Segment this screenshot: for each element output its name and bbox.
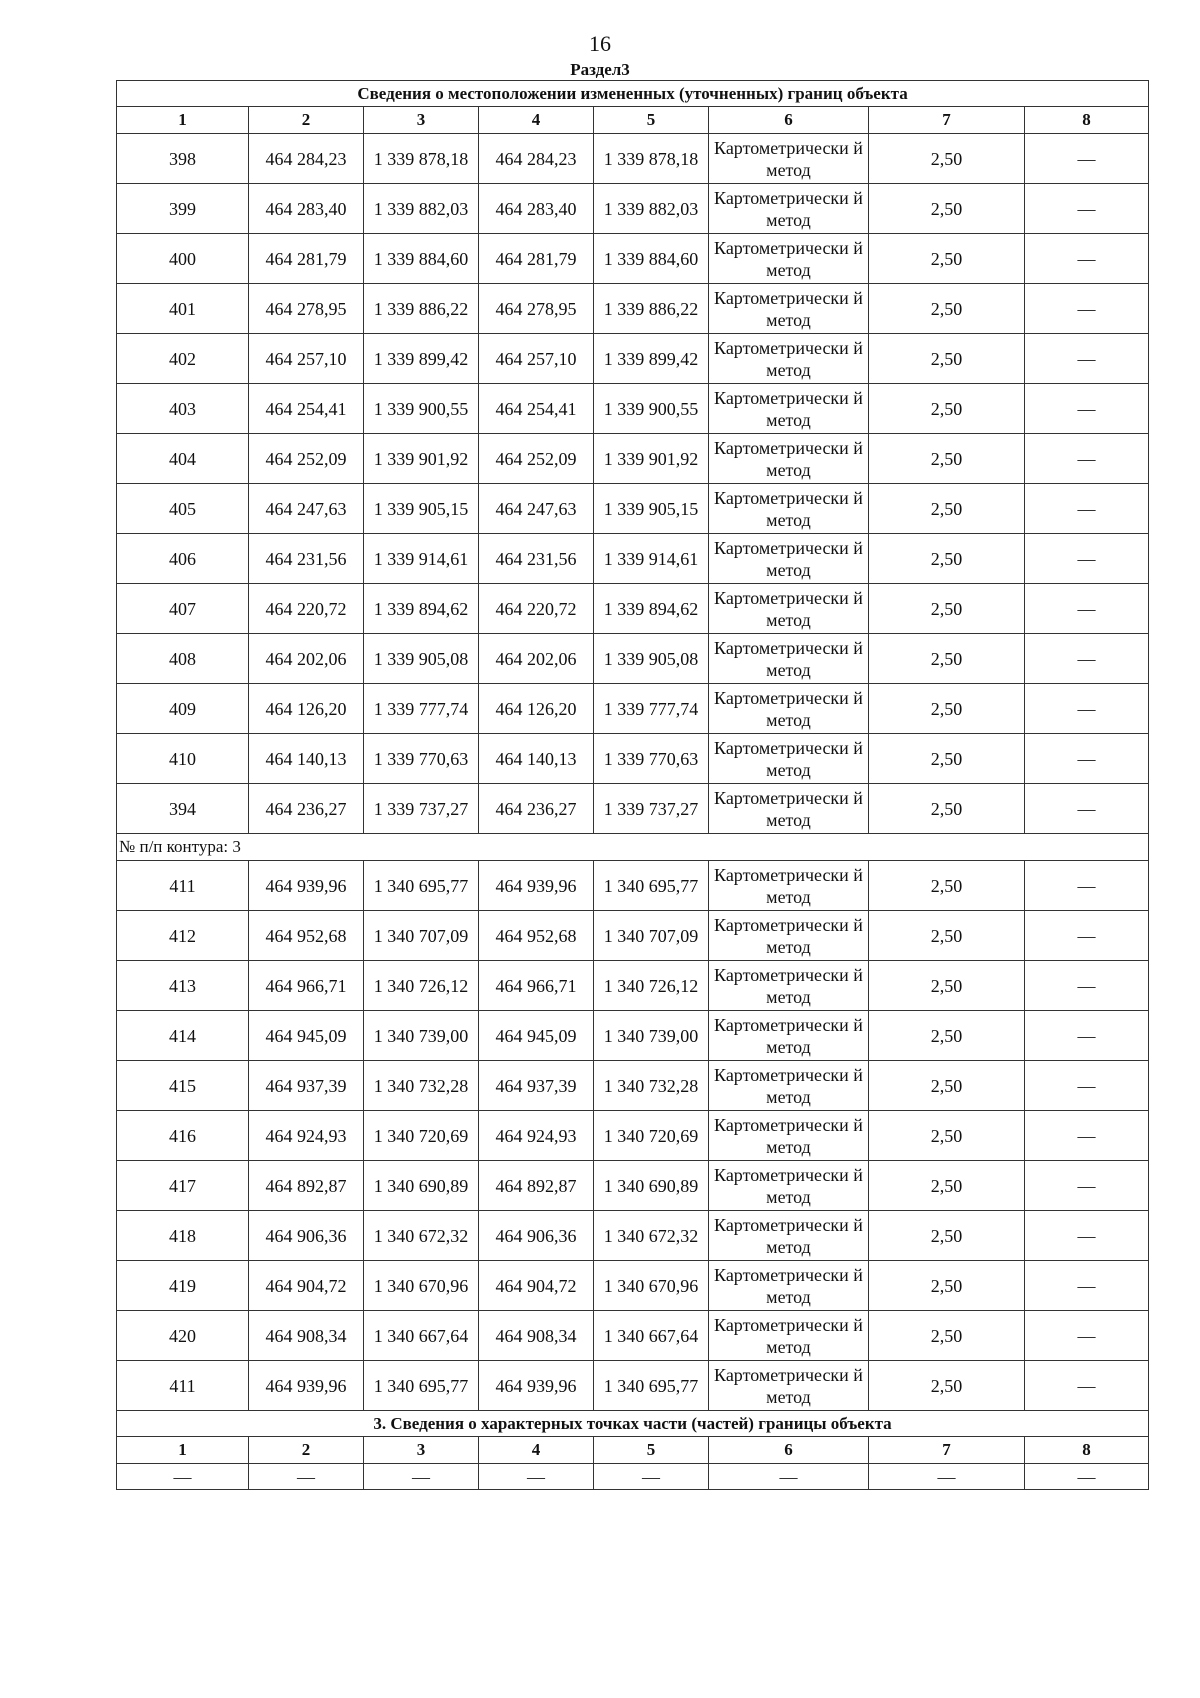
table-cell: 464 945,09: [479, 1011, 594, 1061]
column-header: 8: [1025, 107, 1149, 134]
table-cell: 1 340 720,69: [594, 1111, 709, 1161]
table-cell: Картометрически й метод: [709, 784, 869, 834]
table-cell: 1 340 670,96: [594, 1261, 709, 1311]
table-cell: 1 339 905,15: [594, 484, 709, 534]
table-row: [117, 334, 1149, 384]
column-header: 8: [1025, 1437, 1149, 1464]
column-header: 2: [249, 107, 364, 134]
table-cell: Картометрически й метод: [709, 1061, 869, 1111]
table-cell: 2,50: [869, 684, 1025, 734]
table-cell: 1 339 886,22: [364, 284, 479, 334]
table-cell: Картометрически й метод: [709, 334, 869, 384]
table-cell: 410: [117, 734, 249, 784]
column-header: 4: [479, 1437, 594, 1464]
table-cell: 414: [117, 1011, 249, 1061]
table-cell: 464 140,13: [249, 734, 364, 784]
table-cell: —: [249, 1464, 364, 1490]
table-cell: 464 231,56: [249, 534, 364, 584]
subsection-empty-row: [117, 1464, 1149, 1490]
table-cell: 1 339 894,62: [364, 584, 479, 634]
table-cell: 1 339 905,08: [594, 634, 709, 684]
table-cell: 2,50: [869, 484, 1025, 534]
table-cell: 464 939,96: [479, 1361, 594, 1411]
table-row: [117, 384, 1149, 434]
table-cell: 408: [117, 634, 249, 684]
table-cell: 405: [117, 484, 249, 534]
table-cell: 2,50: [869, 1161, 1025, 1211]
table-cell: 2,50: [869, 961, 1025, 1011]
table-caption: Сведения о местоположении измененных (уточненных) границ объекта: [117, 81, 1149, 107]
table-cell: Картометрически й метод: [709, 534, 869, 584]
table-cell: —: [1025, 1061, 1149, 1111]
table-cell: 464 247,63: [249, 484, 364, 534]
table-cell: 1 340 726,12: [364, 961, 479, 1011]
table-cell: 415: [117, 1061, 249, 1111]
table-cell: 1 339 878,18: [594, 134, 709, 184]
table-cell: Картометрически й метод: [709, 1211, 869, 1261]
table-row: [117, 1261, 1149, 1311]
table-cell: 1 340 707,09: [594, 911, 709, 961]
table-cell: 464 252,09: [479, 434, 594, 484]
table-cell: 464 945,09: [249, 1011, 364, 1061]
table-cell: 411: [117, 861, 249, 911]
table-cell: 464 278,95: [249, 284, 364, 334]
table-cell: —: [479, 1464, 594, 1490]
column-header: 3: [364, 107, 479, 134]
table-cell: —: [1025, 1211, 1149, 1261]
table-cell: 2,50: [869, 184, 1025, 234]
table-cell: —: [1025, 584, 1149, 634]
column-header: 1: [117, 107, 249, 134]
table-cell: 464 892,87: [479, 1161, 594, 1211]
table-cell: 1 339 737,27: [364, 784, 479, 834]
table-cell: Картометрически й метод: [709, 284, 869, 334]
table-cell: 1 339 901,92: [594, 434, 709, 484]
table-cell: 2,50: [869, 434, 1025, 484]
column-header: 1: [117, 1437, 249, 1464]
table-cell: 1 340 667,64: [364, 1311, 479, 1361]
table-cell: 1 339 914,61: [364, 534, 479, 584]
table-row: [117, 861, 1149, 911]
table-cell: 1 340 690,89: [594, 1161, 709, 1211]
table-cell: 1 339 770,63: [594, 734, 709, 784]
table-cell: 464 257,10: [479, 334, 594, 384]
table-cell: Картометрически й метод: [709, 911, 869, 961]
table-cell: 1 339 900,55: [594, 384, 709, 434]
table-cell: 1 340 732,28: [594, 1061, 709, 1111]
table-cell: —: [1025, 634, 1149, 684]
table-cell: Картометрически й метод: [709, 234, 869, 284]
table-cell: —: [1025, 134, 1149, 184]
table-cell: Картометрически й метод: [709, 1361, 869, 1411]
table-cell: 464 966,71: [479, 961, 594, 1011]
contour-label: № п/п контура: 3: [117, 834, 1149, 861]
table-cell: 404: [117, 434, 249, 484]
table-cell: 1 340 695,77: [594, 1361, 709, 1411]
table-cell: Картометрически й метод: [709, 1011, 869, 1061]
table-cell: 464 906,36: [249, 1211, 364, 1261]
table-cell: Картометрически й метод: [709, 1261, 869, 1311]
table-cell: —: [1025, 1311, 1149, 1361]
table-cell: 409: [117, 684, 249, 734]
table-cell: 1 339 884,60: [594, 234, 709, 284]
table-cell: 420: [117, 1311, 249, 1361]
table-cell: Картометрически й метод: [709, 1161, 869, 1211]
table-cell: 412: [117, 911, 249, 961]
table-cell: 1 339 886,22: [594, 284, 709, 334]
table-cell: 464 904,72: [249, 1261, 364, 1311]
table-cell: Картометрически й метод: [709, 584, 869, 634]
table-cell: 1 340 695,77: [364, 861, 479, 911]
column-header: 4: [479, 107, 594, 134]
table-cell: 1 339 899,42: [364, 334, 479, 384]
table-cell: —: [1025, 284, 1149, 334]
table-row: [117, 911, 1149, 961]
table-cell: 1 340 739,00: [594, 1011, 709, 1061]
table-cell: 464 140,13: [479, 734, 594, 784]
table-cell: 464 952,68: [249, 911, 364, 961]
table-cell: 1 339 878,18: [364, 134, 479, 184]
table-cell: 464 202,06: [479, 634, 594, 684]
table-cell: Картометрически й метод: [709, 634, 869, 684]
table-cell: 1 340 732,28: [364, 1061, 479, 1111]
table-cell: 464 937,39: [249, 1061, 364, 1111]
table-cell: 401: [117, 284, 249, 334]
table-cell: —: [1025, 1464, 1149, 1490]
table-cell: 464 126,20: [249, 684, 364, 734]
column-header: 2: [249, 1437, 364, 1464]
table-row: [117, 584, 1149, 634]
table-cell: —: [1025, 961, 1149, 1011]
table-cell: 2,50: [869, 384, 1025, 434]
subsection-caption: 3. Сведения о характерных точках части (частей) границы объекта: [117, 1411, 1149, 1437]
table-cell: 2,50: [869, 1211, 1025, 1261]
table-cell: Картометрически й метод: [709, 384, 869, 434]
table-cell: Картометрически й метод: [709, 684, 869, 734]
table-cell: —: [1025, 1361, 1149, 1411]
table-cell: 2,50: [869, 861, 1025, 911]
table-cell: 464 252,09: [249, 434, 364, 484]
table-cell: 464 966,71: [249, 961, 364, 1011]
table-cell: 1 340 739,00: [364, 1011, 479, 1061]
boundary-table: [116, 80, 1149, 1490]
table-row: [117, 234, 1149, 284]
table-cell: —: [364, 1464, 479, 1490]
table-cell: 1 340 720,69: [364, 1111, 479, 1161]
column-header: 6: [709, 107, 869, 134]
table-cell: 413: [117, 961, 249, 1011]
subsection-column-header-row: [117, 1437, 1149, 1464]
table-cell: 2,50: [869, 584, 1025, 634]
table-cell: 464 904,72: [479, 1261, 594, 1311]
table-row: [117, 1311, 1149, 1361]
table-cell: 2,50: [869, 1111, 1025, 1161]
table-cell: 1 339 905,08: [364, 634, 479, 684]
table-cell: 1 339 777,74: [594, 684, 709, 734]
table-cell: —: [1025, 1111, 1149, 1161]
table-cell: 464 283,40: [249, 184, 364, 234]
column-header: 6: [709, 1437, 869, 1464]
table-cell: 416: [117, 1111, 249, 1161]
table-cell: 464 254,41: [479, 384, 594, 434]
table-cell: Картометрически й метод: [709, 961, 869, 1011]
table-cell: —: [1025, 234, 1149, 284]
table-cell: Картометрически й метод: [709, 1111, 869, 1161]
table-cell: 464 254,41: [249, 384, 364, 434]
table-cell: —: [1025, 534, 1149, 584]
table-row: [117, 1061, 1149, 1111]
table-cell: 2,50: [869, 284, 1025, 334]
table-row: [117, 434, 1149, 484]
page-number: 16: [589, 31, 611, 56]
table-cell: 1 339 884,60: [364, 234, 479, 284]
table-cell: Картометрически й метод: [709, 1311, 869, 1361]
column-header: 5: [594, 1437, 709, 1464]
table-cell: 400: [117, 234, 249, 284]
table-cell: 464 939,96: [249, 1361, 364, 1411]
table-cell: 464 257,10: [249, 334, 364, 384]
table-cell: —: [117, 1464, 249, 1490]
table-cell: 464 924,93: [249, 1111, 364, 1161]
table-cell: Картометрически й метод: [709, 434, 869, 484]
table-cell: 464 939,96: [249, 861, 364, 911]
table-cell: 2,50: [869, 1011, 1025, 1061]
table-cell: 1 339 900,55: [364, 384, 479, 434]
table-cell: 394: [117, 784, 249, 834]
table-cell: 402: [117, 334, 249, 384]
table-cell: 464 236,27: [479, 784, 594, 834]
table-cell: 1 339 899,42: [594, 334, 709, 384]
table-cell: 2,50: [869, 911, 1025, 961]
table-cell: Картометрически й метод: [709, 734, 869, 784]
table-cell: 1 340 672,32: [364, 1211, 479, 1261]
table-cell: —: [1025, 1011, 1149, 1061]
table-cell: 2,50: [869, 1361, 1025, 1411]
table-cell: —: [1025, 484, 1149, 534]
table-row: [117, 634, 1149, 684]
table-cell: 464 908,34: [479, 1311, 594, 1361]
table-cell: 464 278,95: [479, 284, 594, 334]
table-cell: 2,50: [869, 784, 1025, 834]
column-header: 7: [869, 1437, 1025, 1464]
table-cell: —: [1025, 1161, 1149, 1211]
table-cell: 403: [117, 384, 249, 434]
table-cell: 399: [117, 184, 249, 234]
table-cell: 1 339 914,61: [594, 534, 709, 584]
table-row: [117, 784, 1149, 834]
table-cell: 418: [117, 1211, 249, 1261]
table-cell: 1 340 707,09: [364, 911, 479, 961]
table-cell: 464 220,72: [479, 584, 594, 634]
table-cell: 411: [117, 1361, 249, 1411]
table-row: [117, 1211, 1149, 1261]
table-cell: 1 340 726,12: [594, 961, 709, 1011]
table-row: [117, 1161, 1149, 1211]
table-cell: 464 283,40: [479, 184, 594, 234]
table-row: [117, 734, 1149, 784]
table-cell: 417: [117, 1161, 249, 1211]
column-header-row: [117, 107, 1149, 134]
table-cell: 407: [117, 584, 249, 634]
table-cell: 398: [117, 134, 249, 184]
column-header: 5: [594, 107, 709, 134]
table-cell: 2,50: [869, 634, 1025, 684]
table-cell: —: [1025, 384, 1149, 434]
table-cell: Картометрически й метод: [709, 134, 869, 184]
table-cell: 1 339 882,03: [594, 184, 709, 234]
table-cell: —: [1025, 184, 1149, 234]
column-header: 7: [869, 107, 1025, 134]
table-row: [117, 534, 1149, 584]
table-cell: 419: [117, 1261, 249, 1311]
table-cell: Картометрически й метод: [709, 184, 869, 234]
table-cell: 2,50: [869, 134, 1025, 184]
table-cell: 464 236,27: [249, 784, 364, 834]
section-title: Раздел3: [570, 60, 630, 79]
table-cell: 464 231,56: [479, 534, 594, 584]
table-cell: 464 939,96: [479, 861, 594, 911]
table-cell: 464 247,63: [479, 484, 594, 534]
table-cell: —: [709, 1464, 869, 1490]
table-cell: —: [1025, 734, 1149, 784]
table-cell: —: [1025, 861, 1149, 911]
table-cell: 2,50: [869, 234, 1025, 284]
table-cell: —: [1025, 334, 1149, 384]
table-row: [117, 1011, 1149, 1061]
table-cell: 2,50: [869, 334, 1025, 384]
table-cell: 464 281,79: [479, 234, 594, 284]
table-cell: 2,50: [869, 534, 1025, 584]
table-cell: 464 906,36: [479, 1211, 594, 1261]
table-cell: 1 339 737,27: [594, 784, 709, 834]
table-cell: 464 937,39: [479, 1061, 594, 1111]
table-row: [117, 961, 1149, 1011]
table-row: [117, 684, 1149, 734]
table-cell: 406: [117, 534, 249, 584]
table-row: [117, 1361, 1149, 1411]
table-row: [117, 1111, 1149, 1161]
table-cell: 1 339 770,63: [364, 734, 479, 784]
table-cell: —: [1025, 1261, 1149, 1311]
table-cell: —: [594, 1464, 709, 1490]
table-cell: 464 284,23: [249, 134, 364, 184]
table-cell: —: [869, 1464, 1025, 1490]
table-cell: 1 339 905,15: [364, 484, 479, 534]
table-cell: 2,50: [869, 1261, 1025, 1311]
column-header: 3: [364, 1437, 479, 1464]
table-cell: 2,50: [869, 1311, 1025, 1361]
table-cell: 464 908,34: [249, 1311, 364, 1361]
table-cell: 464 126,20: [479, 684, 594, 734]
table-cell: 464 220,72: [249, 584, 364, 634]
table-row: [117, 134, 1149, 184]
table-cell: —: [1025, 784, 1149, 834]
table-cell: 2,50: [869, 734, 1025, 784]
table-cell: 464 952,68: [479, 911, 594, 961]
table-cell: 1 340 695,77: [364, 1361, 479, 1411]
table-cell: 1 339 894,62: [594, 584, 709, 634]
table-cell: 1 340 667,64: [594, 1311, 709, 1361]
table-cell: 1 340 695,77: [594, 861, 709, 911]
table-row: [117, 484, 1149, 534]
table-cell: Картометрически й метод: [709, 861, 869, 911]
table-cell: 464 892,87: [249, 1161, 364, 1211]
table-cell: 464 924,93: [479, 1111, 594, 1161]
table-cell: 1 339 882,03: [364, 184, 479, 234]
table-row: [117, 184, 1149, 234]
table-cell: 1 340 672,32: [594, 1211, 709, 1261]
table-cell: 1 339 777,74: [364, 684, 479, 734]
table-cell: 1 340 670,96: [364, 1261, 479, 1311]
table-cell: —: [1025, 434, 1149, 484]
table-row: [117, 284, 1149, 334]
table-cell: 1 340 690,89: [364, 1161, 479, 1211]
table-cell: 464 284,23: [479, 134, 594, 184]
table-cell: 464 281,79: [249, 234, 364, 284]
table-cell: 2,50: [869, 1061, 1025, 1111]
table-cell: Картометрически й метод: [709, 484, 869, 534]
table-cell: 1 339 901,92: [364, 434, 479, 484]
table-cell: —: [1025, 684, 1149, 734]
table-cell: —: [1025, 911, 1149, 961]
table-cell: 464 202,06: [249, 634, 364, 684]
